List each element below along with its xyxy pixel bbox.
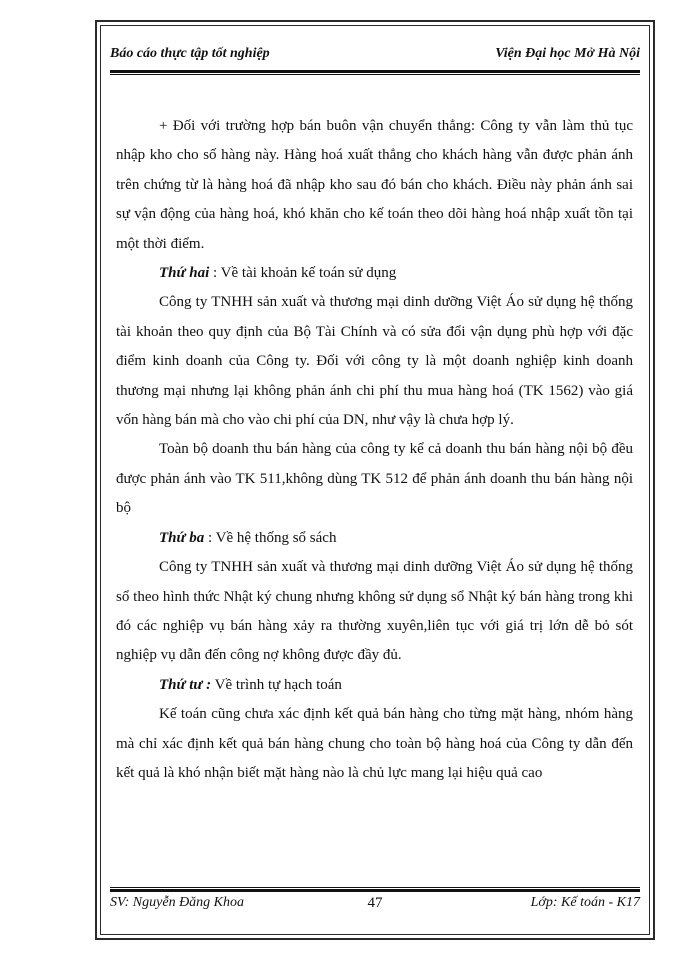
section-heading bbox=[116, 259, 633, 288]
section-label: Thứ ba bbox=[159, 529, 205, 546]
paragraph: Công ty TNHH sản xuất và thương mại dinh dưỡng Việt Áo sử dụng hệ thống sổ theo hình thức Nhật ký chung nhưng không sử dụng sổ Nhật ký bán hàng trong khi đó các nghiệp vụ bán hàng xảy ra thường xuyên,liên tục với giá trị lớn dễ bỏ sót nghiệp vụ dẫn đến công nợ không được đầy đủ. bbox=[116, 559, 633, 664]
section-title: : Về hệ thống sổ sách bbox=[204, 529, 337, 546]
footer-rule bbox=[110, 887, 640, 892]
section-title: : Về tài khoản kế toán sử dụng bbox=[209, 265, 397, 282]
header-right: Viện Đại học Mở Hà Nội bbox=[495, 46, 640, 61]
paragraph: + Đối với trường hợp bán buôn vận chuyển thẳng: Công ty vẫn làm thủ tục nhập kho cho số hàng này. Hàng hoá xuất thẳng cho khách hàng vẫn được phản ánh trên chứng từ là hàng hoá đã nhập kho sau đó bán cho khách. Điều này phản ánh sai sự vận động của hàng hoá, khó khăn cho kế toán theo dõi hàng hoá nhập xuất tồn tại một thời điểm. bbox=[116, 118, 633, 252]
header-left: Báo cáo thực tập tốt nghiệp bbox=[110, 46, 270, 61]
section-heading bbox=[116, 524, 633, 553]
page-footer bbox=[110, 895, 640, 915]
page-header bbox=[110, 46, 640, 62]
section-heading bbox=[116, 671, 633, 700]
section-label: Thứ hai bbox=[159, 265, 210, 282]
footer-class: Lớp: Kế toán - K17 bbox=[530, 895, 640, 910]
footer-student: SV: Nguyễn Đăng Khoa bbox=[110, 895, 245, 910]
paragraph: Công ty TNHH sản xuất và thương mại dinh dưỡng Việt Áo sử dụng hệ thống tài khoản theo quy định của Bộ Tài Chính và có sửa đổi vận dụng phù hợp với đặc điểm kinh doanh của Công ty. Đối với công ty là một doanh nghiệp kinh doanh thương mại nhưng lại không phản ánh chi phí thu mua hàng hoá (TK 1562) vào giá vốn hàng bán mà cho vào chi phí của DN, như vậy là chưa hợp lý. bbox=[116, 294, 633, 429]
section-label: Thứ tư : bbox=[159, 676, 212, 693]
section-title: Về trình tự hạch toán bbox=[211, 676, 342, 693]
paragraph: Kế toán cũng chưa xác định kết quả bán hàng cho từng mặt hàng, nhóm hàng mà chỉ xác định kết quả bán hàng chung cho toàn bộ hàng hoá của Công ty dẫn đến kết quả là khó nhận biết mặt hàng nào là chủ lực mang lại hiệu quả cao bbox=[116, 706, 633, 781]
paragraph: Toàn bộ doanh thu bán hàng của công ty kể cả doanh thu bán hàng nội bộ đều được phản ánh vào TK 511,không dùng TK 512 để phản ánh doanh thu bán hàng nội bộ bbox=[116, 441, 633, 517]
page-number: 47 bbox=[367, 895, 383, 911]
header-rule bbox=[110, 70, 640, 75]
document-body bbox=[116, 112, 633, 788]
